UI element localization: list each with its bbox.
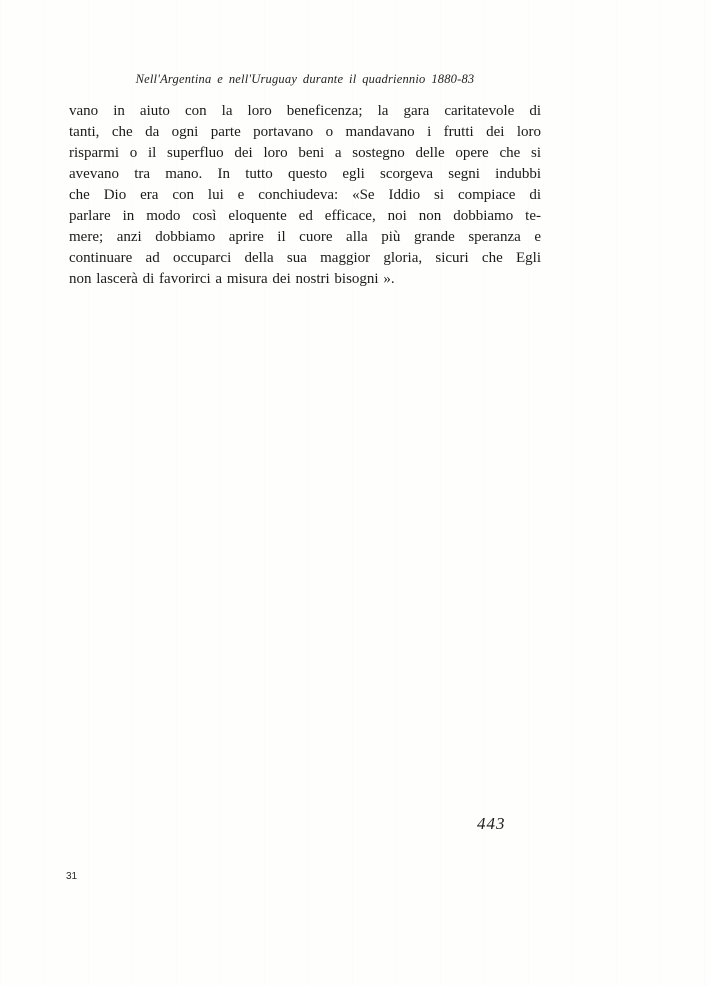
body-line: che Dio era con lui e conchiudeva: «Se Iddio si compiace di — [69, 187, 541, 203]
body-line: vano in aiuto con la loro beneficenza; la gara caritatevole di — [69, 103, 541, 119]
body-line: non lascerà di favorirci a misura dei nostri bisogni ». — [69, 271, 395, 287]
body-paragraph — [69, 101, 541, 290]
body-line: mere; anzi dobbiamo aprire il cuore alla più grande speranza e — [69, 229, 541, 245]
body-line: parlare in modo così eloquente ed efficace, noi non dobbiamo te- — [69, 208, 541, 224]
running-header: Nell'Argentina e nell'Uruguay durante il quadriennio 1880-83 — [135, 72, 475, 86]
page-number: 443 — [477, 814, 506, 833]
body-line: continuare ad occuparci della sua maggior gloria, sicuri che Egli — [69, 250, 541, 266]
body-line: avevano tra mano. In tutto questo egli scorgeva segni indubbi — [69, 166, 541, 182]
body-line: risparmi o il superfluo dei loro beni a sostegno delle opere che si — [69, 145, 541, 161]
body-line: tanti, che da ogni parte portavano o mandavano i frutti dei loro — [69, 124, 541, 140]
signature-mark: 31 — [66, 871, 78, 882]
